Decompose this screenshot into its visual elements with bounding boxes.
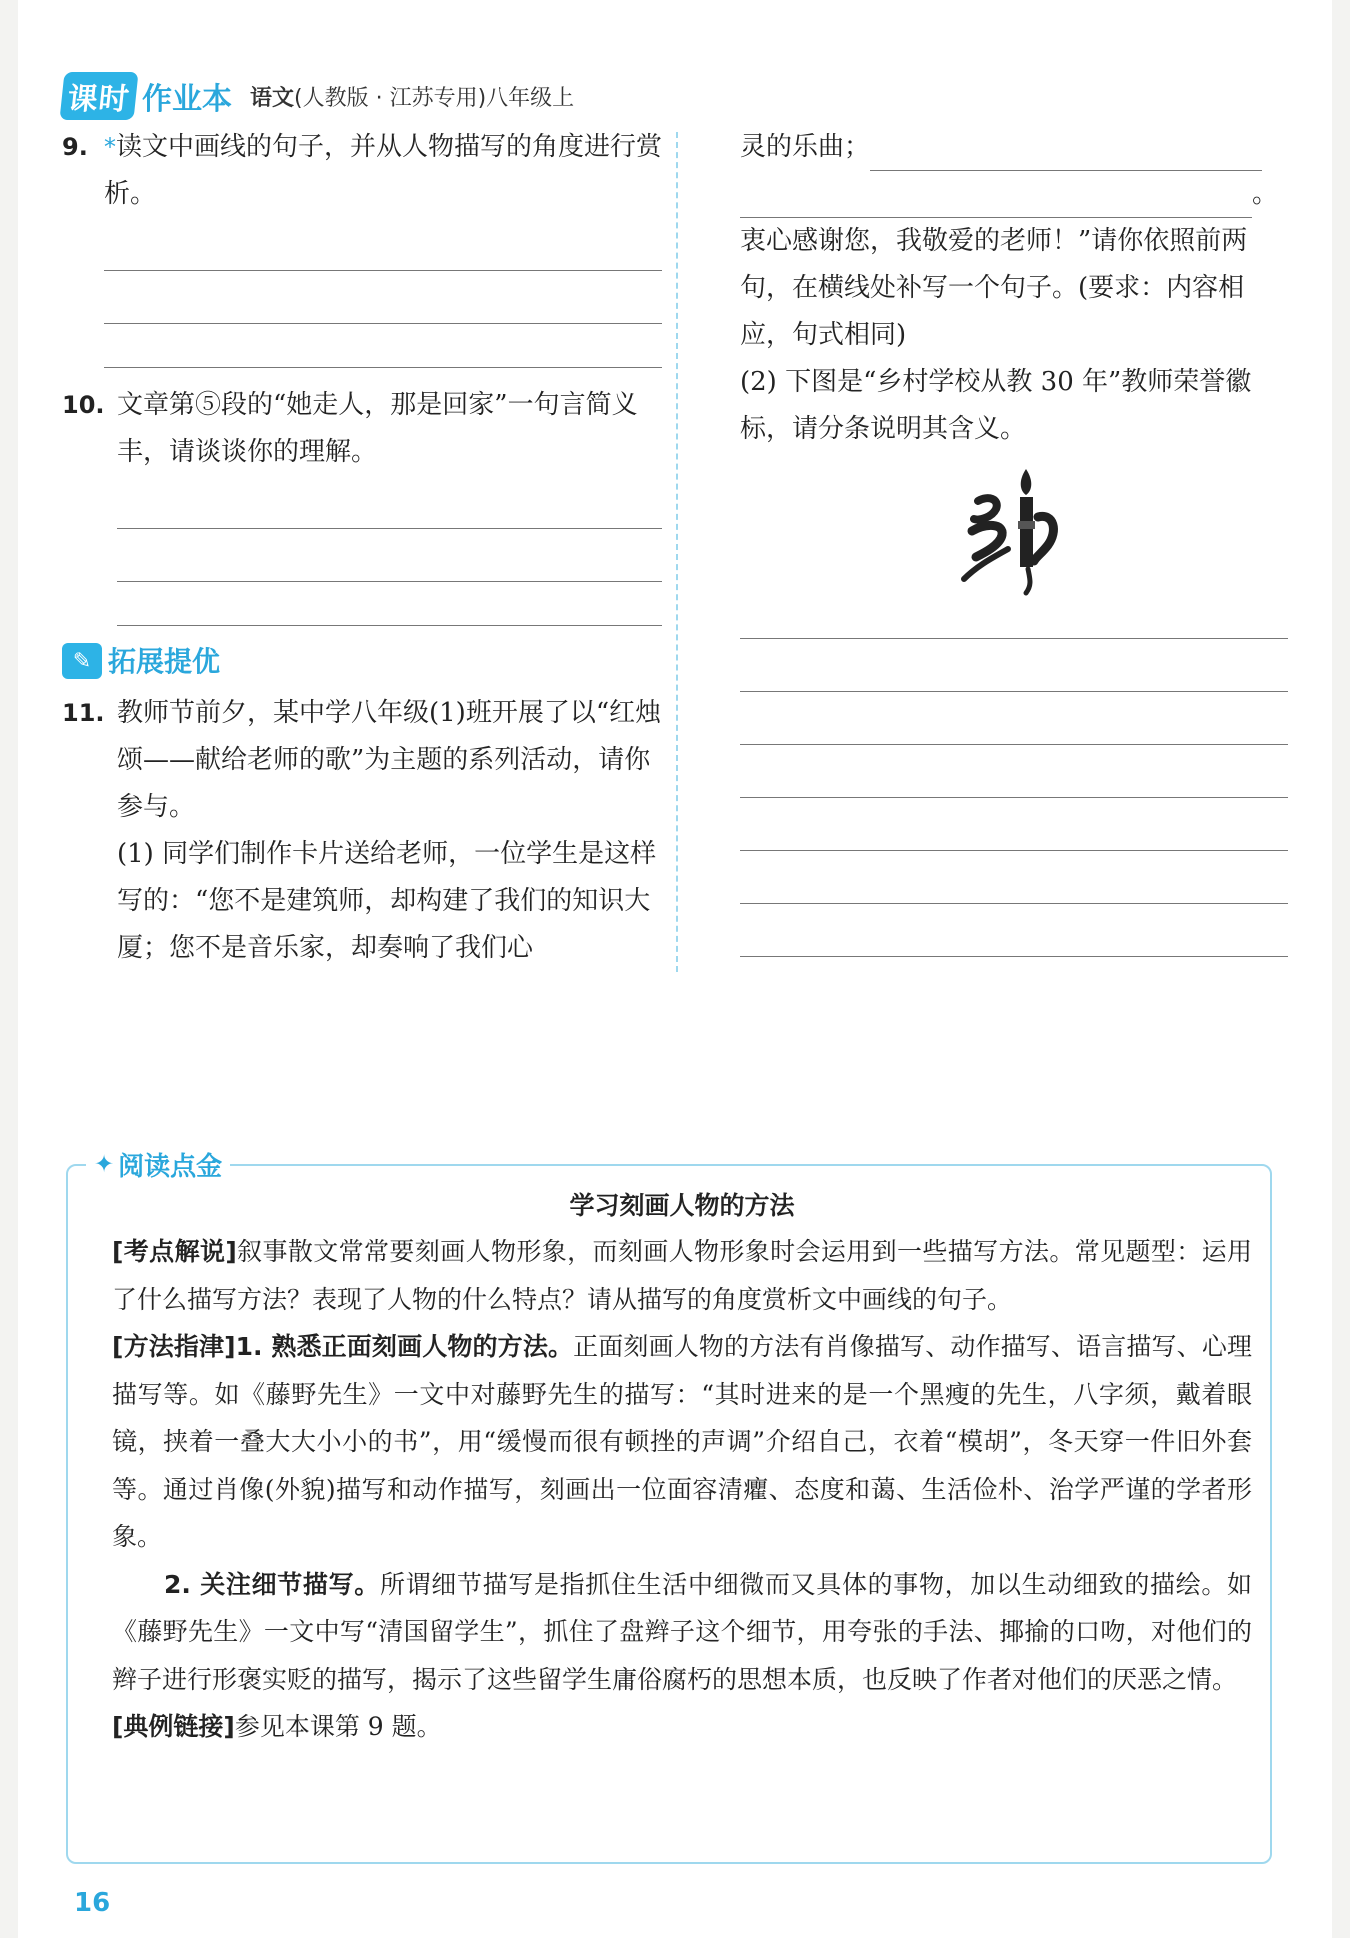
period-mark: 。 <box>1252 179 1279 209</box>
answer-line[interactable] <box>740 851 1288 904</box>
point1-title: 1. 熟悉正面刻画人物的方法。 <box>235 1332 574 1361</box>
answer-line[interactable] <box>740 609 1288 639</box>
answer-line[interactable] <box>740 745 1288 798</box>
question-10 <box>62 382 662 476</box>
section-header <box>62 638 662 684</box>
point2-text: 所谓细节描写是指抓住生活中细微而又具体的事物，加以生动细致的描绘。如《藤野先生》一文中写“清国留学生”，抓住了盘辫子这个细节，用夸张的手法、揶揄的口吻，对他们的辫子进行形褒实贬的描写，揭示了这些留学生庸俗腐朽的思想本质，也反映了作者对他们的厌恶之情。 <box>112 1569 1252 1694</box>
part1-continuation-line <box>740 171 1288 218</box>
question-number: 9. <box>62 133 88 161</box>
section-title: 拓展提优 <box>108 644 221 678</box>
answer-line[interactable] <box>740 692 1288 745</box>
left-column <box>62 124 662 972</box>
answer-line[interactable] <box>117 582 662 626</box>
right-column <box>740 124 1288 957</box>
reading-tips-title: 阅读点金 <box>118 1151 223 1182</box>
answer-line[interactable] <box>104 324 662 368</box>
brand-logo: 课时 <box>59 72 138 120</box>
page-number: 16 <box>74 1888 111 1918</box>
point2-paragraph <box>112 1561 1252 1704</box>
dianli-text: 参见本课第 9 题。 <box>234 1712 442 1741</box>
answer-line[interactable] <box>104 218 662 271</box>
answer-line[interactable] <box>740 904 1288 957</box>
question-number: 10. <box>62 391 105 419</box>
question-11 <box>62 690 662 972</box>
pencil-icon: ✎ <box>62 643 102 679</box>
dianli-label: [典例链接] <box>112 1712 235 1741</box>
answer-line[interactable] <box>104 271 662 324</box>
question-text: 读文中画线的句子，并从人物描写的角度进行赏析。 <box>104 132 663 209</box>
column-divider <box>676 132 678 972</box>
question-9 <box>62 124 662 218</box>
reading-tips-tag <box>86 1146 230 1182</box>
part1-continuation <box>740 124 1288 171</box>
answer-line[interactable] <box>740 639 1288 692</box>
question-text: 文章第⑤段的“她走人，那是回家”一句言简义丰，请谈谈你的理解。 <box>117 390 638 467</box>
edition-label: (人教版 · 江苏专用)八年级上 <box>294 85 575 111</box>
star-icon: * <box>104 133 116 161</box>
subject-label: 语文 <box>250 85 295 111</box>
part1-text: 灵的乐曲； <box>740 132 871 162</box>
answer-line[interactable] <box>740 798 1288 851</box>
answer-area-9[interactable] <box>104 218 662 368</box>
brand-logo-text: 作业本 <box>142 82 232 117</box>
point2-title: 2. 关注细节描写。 <box>164 1569 380 1599</box>
teacher-honor-emblem <box>944 461 1084 601</box>
dianli-paragraph <box>112 1703 1252 1751</box>
fill-blank[interactable] <box>870 137 1262 171</box>
kaodian-paragraph <box>112 1228 1252 1323</box>
answer-line[interactable] <box>117 476 662 529</box>
book-subtitle <box>250 81 574 112</box>
page-header <box>62 72 574 120</box>
fangfa-paragraph <box>112 1323 1252 1561</box>
kaodian-label: [考点解说] <box>112 1237 237 1266</box>
answer-area-11-2[interactable] <box>740 609 1288 957</box>
part1-instruction: 衷心感谢您，我敬爱的老师！”请你依照前两句，在横线处补写一个句子。(要求：内容相应，句式相同) <box>740 226 1248 350</box>
kaodian-text: 叙事散文常常要刻画人物形象，而刻画人物形象时会运用到一些描写方法。常见题型：运用了什么描写方法？表现了人物的什么特点？请从描写的角度赏析文中画线的句子。 <box>112 1237 1252 1314</box>
fill-blank[interactable] <box>740 184 1252 218</box>
sparkle-icon: ✦ <box>94 1150 115 1178</box>
answer-area-10[interactable] <box>117 476 662 626</box>
question-part-2: (2) 下图是“乡村学校从教 30 年”教师荣誉徽标，请分条说明其含义。 <box>740 367 1252 444</box>
reading-heading: 学习刻画人物的方法 <box>569 1191 795 1220</box>
point1-text: 正面刻画人物的方法有肖像描写、动作描写、语言描写、心理描写等。如《藤野先生》一文中对藤野先生的描写：“其时进来的是一个黑瘦的先生，八字须，戴着眼镜，挟着一叠大大小小的书”，用“缓慢而很有顿挫的声调”介绍自己，衣着“模胡”，冬天穿一件旧外套等。通过肖像(外貌)描写和动作描写，刻画出一位面容清癯、态度和蔼、生活俭朴、治学严谨的学者形象。 <box>112 1332 1252 1551</box>
fangfa-label: [方法指津] <box>112 1332 236 1361</box>
question-number: 11. <box>62 699 105 727</box>
answer-line[interactable] <box>117 529 662 582</box>
question-part-1: (1) 同学们制作卡片送给老师，一位学生是这样写的：“您不是建筑师，却构建了我们的知识大厦；您不是音乐家，却奏响了我们心 <box>117 839 657 963</box>
reading-tips-content <box>112 1184 1252 1751</box>
question-intro: 教师节前夕，某中学八年级(1)班开展了以“红烛颂——献给老师的歌”为主题的系列活动，请你参与。 <box>117 698 662 822</box>
